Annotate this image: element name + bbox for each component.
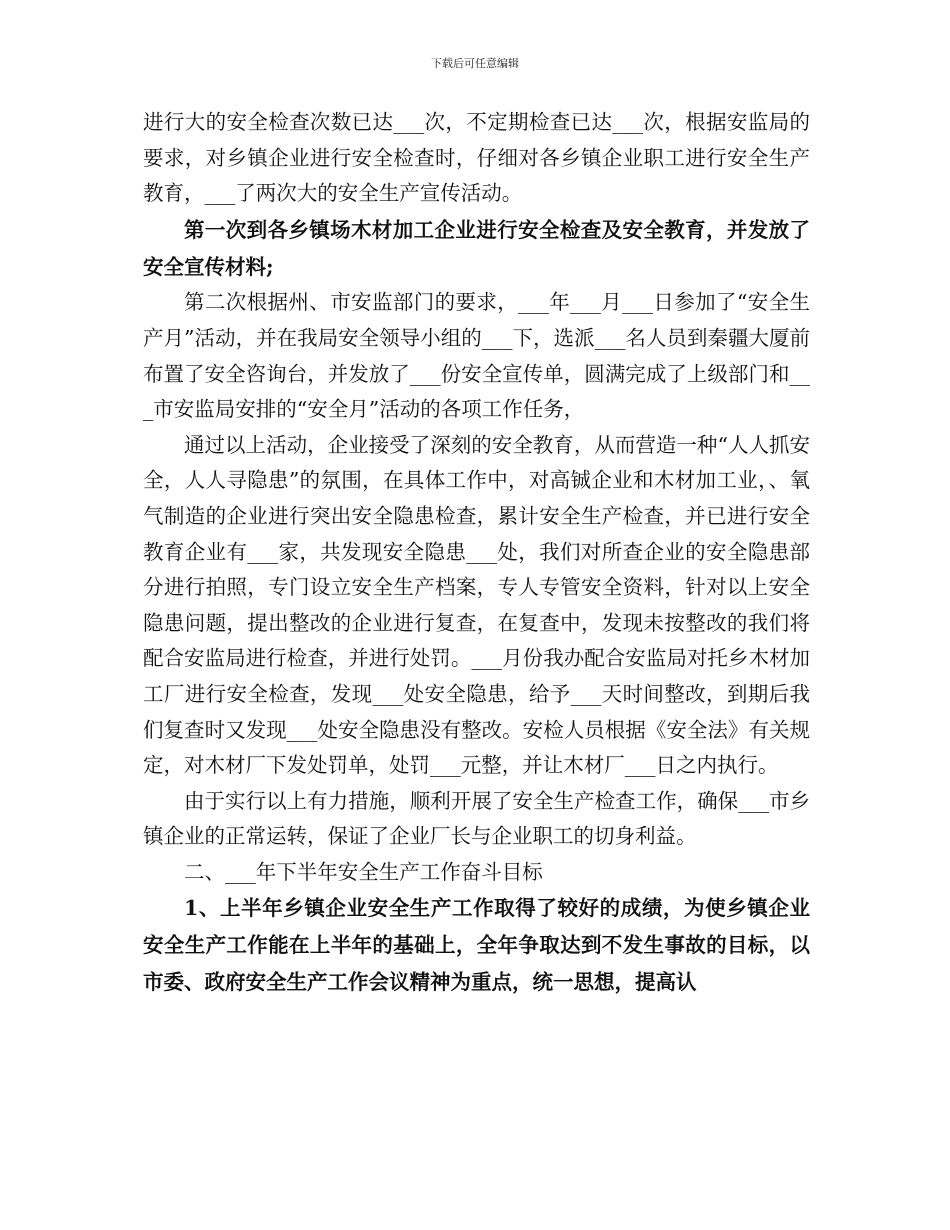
section-heading-goals: 二、___年下半年安全生产工作奋斗目标 bbox=[184, 859, 543, 884]
paragraph-safety-inspection-summary: 进行大的安全检查次数已达___次，不定期检查已达___次，根据安监局的要求，对乡镇企业进行安全检查时，仔细对各乡镇企业职工进行安全生产教育，___了两次大的安全生产宣传活动。 bbox=[143, 110, 810, 206]
paragraph-activity-results: 通过以上活动，企业接受了深刻的安全教育，从而营造一种“人人抓安全，人人寻隐患”的氛围，在具体工作中，对高铖企业和木材加工业，、氧气制造的企业进行突出安全隐患检查，累计安全生产检查，并已进行安全教育企业有___家，共发现安全隐患___处，我们对所查企业的安全隐患部分进行拍照，专门设立安全生产档案，专人专管安全资料，针对以上安全隐患问题，提出整改的企业进行复查，在复查中，发现未按整改的我们将配合安监局进行检查，并进行处罚。___月份我办配合安监局对托乡木材加工厂进行安全检查，发现___处安全隐患，给予___天时间整改，到期后我们复查时又发现___处安全隐患没有整改。安检人员根据《安全法》有关规定，对木材厂下发处罚单，处罚___元整，并让木材厂___日之内执行。 bbox=[143, 432, 810, 778]
paragraph-second-activity: 第二次根据州、市安监部门的要求，___年___月___日参加了“安全生产月”活动，并在我局安全领导小组的___下，选派___名人员到秦疆大厦前布置了安全咨询台，并发放了___份安全宣传单，圆满完成了上级部门和___市安监局安排的“安全月”活动的各项工作任务， bbox=[143, 290, 810, 422]
paragraph-goal-1: 1、上半年乡镇企业安全生产工作取得了较好的成绩，为使乡镇企业安全生产工作能在上半年的基础上，全年争取达到不发生事故的目标，以市委、政府安全生产工作会议精神为重点，统一思想，提高认 bbox=[143, 896, 810, 995]
paragraph-first-inspection: 第一次到各乡镇场木材加工企业进行安全检查及安全教育，并发放了安全宣传材料; bbox=[143, 217, 810, 279]
page-header-note: 下载后可任意编辑 bbox=[431, 57, 519, 70]
document-body bbox=[143, 105, 810, 1001]
paragraph-measures-outcome: 由于实行以上有力措施，顺利开展了安全生产检查工作，确保___市乡镇企业的正常运转，保证了企业厂长与企业职工的切身利益。 bbox=[143, 788, 810, 849]
